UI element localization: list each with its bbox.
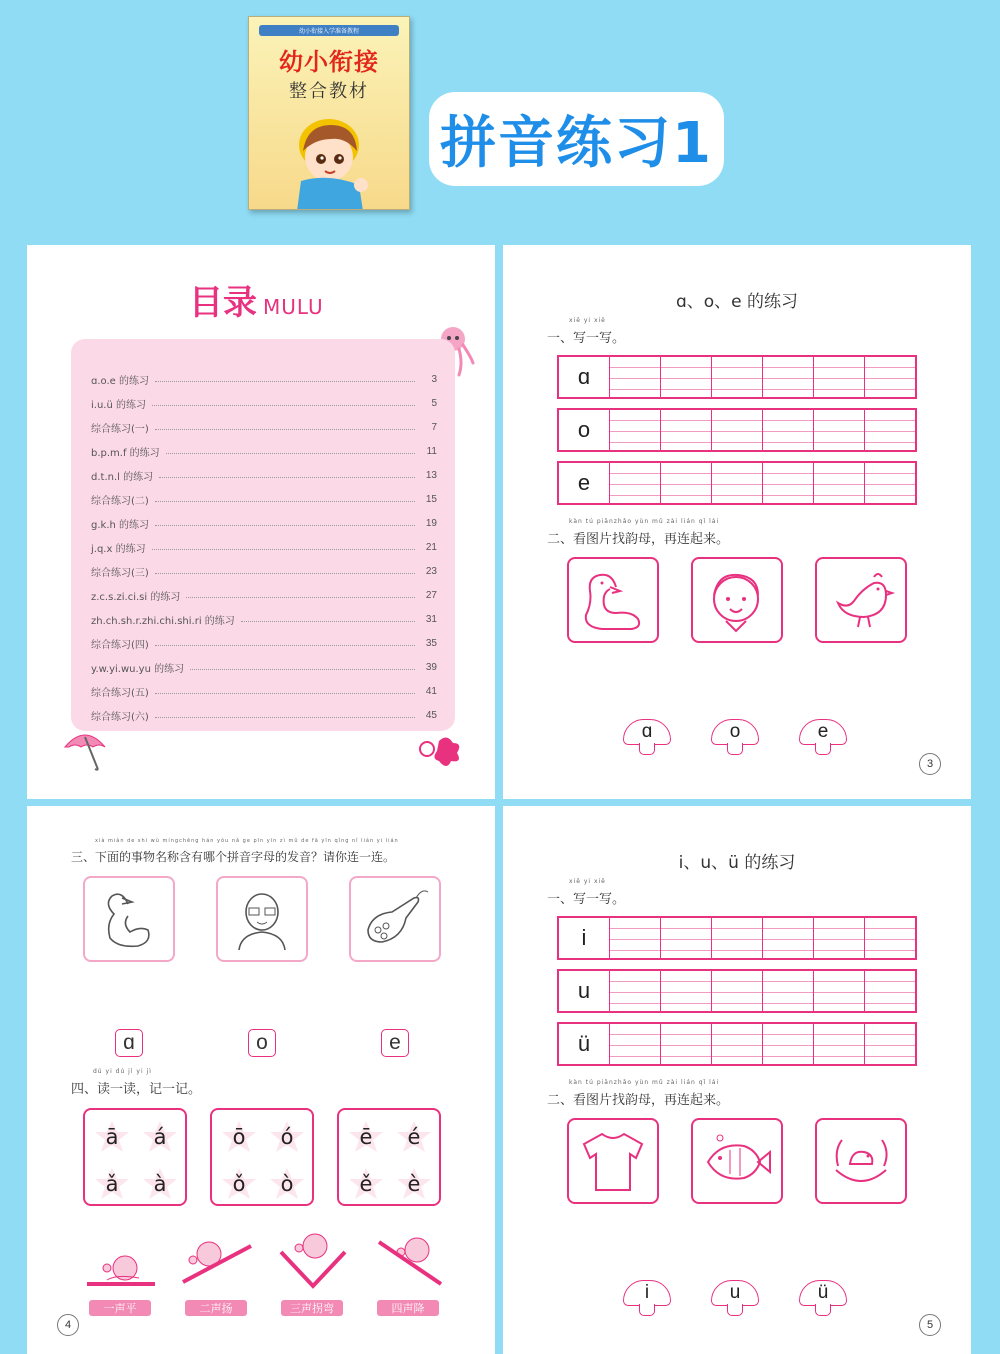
fish-picture[interactable] [691, 1118, 783, 1204]
writing-grid-row[interactable] [557, 1022, 917, 1066]
toc-title-latin: MULU [263, 295, 324, 319]
toc-item-label: ɑ.o.e 的练习 [91, 375, 149, 387]
toc-item[interactable] [91, 535, 437, 559]
letter-box[interactable]: o [248, 1029, 276, 1057]
toc-item[interactable] [91, 679, 437, 703]
writing-grid-row[interactable] [557, 355, 917, 399]
page3-q2 [547, 518, 730, 547]
toc-item[interactable] [91, 607, 437, 631]
grid-letter: i [559, 918, 609, 958]
exercise-page-4 [27, 806, 495, 1354]
toc-item[interactable] [91, 367, 437, 391]
toc-item-label: 综合练习(二) [91, 495, 149, 507]
tone-vowel[interactable]: ò [267, 1166, 307, 1202]
flower-icon [413, 731, 465, 771]
toc-list [71, 339, 455, 731]
page5-q2-text: 二、看图片找韵母，再连起来。 [547, 1093, 730, 1108]
page3-q1-text: 一、写一写。 [547, 331, 626, 346]
toc-item-page: 3 [431, 373, 437, 385]
exercise-page-5 [503, 806, 971, 1354]
letter-mushroom[interactable] [623, 719, 671, 755]
chicken-picture[interactable] [815, 557, 907, 643]
tone-box-e [337, 1108, 441, 1206]
writing-grid-row[interactable] [557, 969, 917, 1013]
tone-vowel[interactable]: ó [267, 1119, 307, 1155]
grid-letter: e [559, 463, 609, 503]
page4-q4-text: 四、读一读，记一记。 [71, 1082, 202, 1097]
fish-icon [700, 1126, 774, 1196]
letter-mushroom[interactable] [711, 719, 759, 755]
toc-title-cn: 目录 [189, 283, 257, 323]
toc-item-label: 综合练习(四) [91, 639, 149, 651]
letter-mushroom[interactable] [799, 1280, 847, 1316]
toc-item-label: y.w.yi.wu.yu 的练习 [91, 663, 185, 675]
goose-picture[interactable] [83, 876, 175, 962]
mushroom-letter: u [711, 1280, 759, 1306]
writing-grid-row[interactable] [557, 916, 917, 960]
cover-strip: 幼小衔接入学准备教程 [259, 25, 399, 36]
writing-grid-row[interactable] [557, 408, 917, 452]
toc-item-label: zh.ch.sh.r.zhi.chi.shi.ri 的练习 [91, 615, 235, 627]
umbrella-icon [61, 727, 109, 771]
page-number: 3 [919, 753, 941, 775]
toc-item[interactable] [91, 463, 437, 487]
letter-box[interactable]: e [381, 1029, 409, 1057]
letter-mushroom[interactable] [799, 719, 847, 755]
toc-item-label: j.q.x 的练习 [91, 543, 146, 555]
goose-icon [92, 884, 166, 954]
tone-box-a [83, 1108, 187, 1206]
toc-item-page: 13 [425, 469, 437, 481]
snail-dip-icon [275, 1226, 351, 1292]
tone-vowel[interactable]: ě [346, 1166, 386, 1202]
tone-label: 一声平 [89, 1300, 151, 1316]
page4-q3 [71, 838, 399, 865]
toc-item-label: b.p.m.f 的练习 [91, 447, 160, 459]
page3-q2-text: 二、看图片找韵母，再连起来。 [547, 532, 730, 547]
page5-q1-text: 一、写一写。 [547, 892, 626, 907]
aunt-icon [700, 565, 774, 635]
toc-item[interactable] [91, 439, 437, 463]
toc-item-page: 41 [425, 685, 437, 697]
page-number: 4 [57, 1314, 79, 1336]
tone-label: 四声降 [377, 1300, 439, 1316]
girl-illustration [287, 115, 377, 210]
mushroom-letter: ɑ [623, 719, 671, 745]
letter-box[interactable]: ɑ [115, 1029, 143, 1057]
grid-letter: ü [559, 1024, 609, 1064]
tone-box-o [210, 1108, 314, 1206]
toc-page [27, 245, 495, 799]
grid-letter: ɑ [559, 357, 609, 397]
page3-q1-pinyin: xiě yi xiě [569, 317, 606, 324]
page3-q1 [547, 317, 626, 346]
mushroom-letter: e [799, 719, 847, 745]
toc-item-page: 27 [425, 589, 437, 601]
tone-vowel[interactable]: ō [219, 1119, 259, 1155]
tone-label: 三声拐弯 [281, 1300, 343, 1316]
grid-letter: u [559, 971, 609, 1011]
toc-item-page: 39 [425, 661, 437, 673]
letter-mushroom[interactable] [623, 1280, 671, 1316]
toc-item-page: 19 [425, 517, 437, 529]
book-cover [248, 16, 410, 210]
toc-item[interactable] [91, 703, 437, 727]
toc-item-page: 15 [425, 493, 437, 505]
tone-vowel[interactable]: é [394, 1119, 434, 1155]
mushroom-letter: i [623, 1280, 671, 1306]
grandpa-icon [225, 884, 299, 954]
tone-vowel[interactable]: è [394, 1166, 434, 1202]
toc-title [189, 275, 324, 324]
mushroom-letter: ü [799, 1280, 847, 1306]
toc-item-page: 35 [425, 637, 437, 649]
page4-q3-pinyin: xià miàn de shì wù míngchēng hán yǒu nǎ ge pīn yīn zì mǔ de fā yīn qǐng nǐ lián yi lián [95, 838, 399, 844]
toc-item-page: 21 [425, 541, 437, 553]
goose-icon [576, 565, 650, 635]
toc-item-label: 综合练习(五) [91, 687, 149, 699]
toc-item-page: 7 [431, 421, 437, 433]
snail-flat-icon [83, 1238, 159, 1290]
letter-mushroom[interactable] [711, 1280, 759, 1316]
page5-q2-pinyin: kàn tú piānzhǎo yùn mǔ zài lián qǐ lái [569, 1079, 720, 1086]
girl-aunt-picture[interactable] [691, 557, 783, 643]
shirt-picture[interactable] [567, 1118, 659, 1204]
mushroom-letter: o [711, 719, 759, 745]
toc-item-label: g.k.h 的练习 [91, 519, 150, 531]
grandpa-picture[interactable] [216, 876, 308, 962]
page4-q4-pinyin: dú yi dú jì yi jì [93, 1068, 152, 1075]
toc-item-label: z.c.s.zi.ci.si 的练习 [91, 591, 181, 603]
snail-falling-icon [371, 1226, 447, 1292]
toc-item-label: 综合练习(一) [91, 423, 149, 435]
page-number: 5 [919, 1314, 941, 1336]
tone-vowel[interactable]: à [140, 1166, 180, 1202]
grid-letter: o [559, 410, 609, 450]
page3-title: ɑ、o、e 的练习 [675, 292, 799, 312]
writing-grid-row[interactable] [557, 461, 917, 505]
toc-item-label: 综合练习(三) [91, 567, 149, 579]
shirt-icon [576, 1126, 650, 1196]
bird-nest-picture[interactable] [815, 1118, 907, 1204]
page5-q1 [547, 878, 626, 907]
toc-item-page: 45 [425, 709, 437, 721]
page4-q3-text: 三、下面的事物名称含有哪个拼音字母的发音？请你连一连。 [71, 850, 396, 864]
tone-vowel[interactable]: ā [92, 1119, 132, 1155]
tone-vowel[interactable]: á [140, 1119, 180, 1155]
cover-title: 幼小衔接 [279, 48, 379, 76]
cover-subtitle: 整合教材 [289, 81, 369, 102]
toc-item[interactable] [91, 391, 437, 415]
tone-vowel[interactable]: ē [346, 1119, 386, 1155]
page5-q2 [547, 1079, 730, 1108]
toc-item-label: d.t.n.l 的练习 [91, 471, 154, 483]
toc-item-label: i.u.ü 的练习 [91, 399, 146, 411]
page-title-badge: 拼音练习1 [429, 92, 724, 186]
tone-vowel[interactable]: ǎ [92, 1166, 132, 1202]
goose-picture[interactable] [567, 557, 659, 643]
toc-item[interactable] [91, 487, 437, 511]
exercise-page-3 [503, 245, 971, 799]
lotus-root-icon [358, 884, 432, 954]
page5-title: i、u、ü 的练习 [678, 853, 796, 873]
bird-nest-icon [824, 1126, 898, 1196]
toc-item-label: 综合练习(六) [91, 711, 149, 723]
toc-item-page: 31 [425, 613, 437, 625]
toc-item-page: 5 [431, 397, 437, 409]
page4-q4 [71, 1068, 202, 1097]
toc-item[interactable] [91, 511, 437, 535]
toc-item[interactable] [91, 583, 437, 607]
toc-item-page: 11 [426, 445, 437, 457]
toc-item[interactable] [91, 655, 437, 679]
page3-q2-pinyin: kàn tú piānzhǎo yùn mǔ zài lián qǐ lái [569, 518, 720, 525]
toc-item-page: 23 [425, 565, 437, 577]
page5-q1-pinyin: xiě yi xiě [569, 878, 606, 885]
toc-item[interactable] [91, 559, 437, 583]
chicken-icon [824, 565, 898, 635]
snail-rising-icon [179, 1230, 255, 1290]
tone-vowel[interactable]: ǒ [219, 1166, 259, 1202]
toc-item[interactable] [91, 631, 437, 655]
tone-label: 二声扬 [185, 1300, 247, 1316]
toc-item[interactable] [91, 415, 437, 439]
lotus-root-picture[interactable] [349, 876, 441, 962]
